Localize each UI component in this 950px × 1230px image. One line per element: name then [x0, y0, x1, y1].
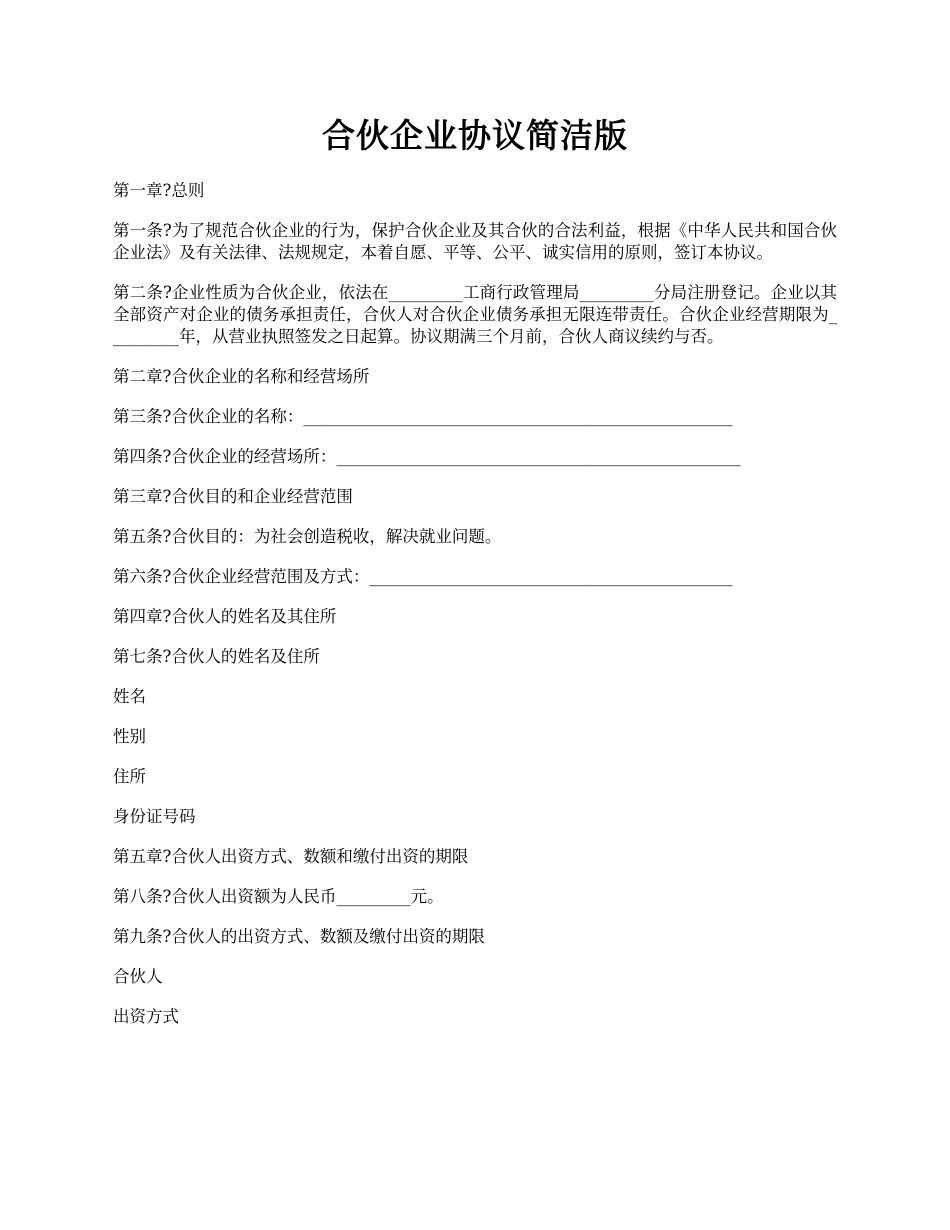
- article-paragraph: 第五条?合伙目的：为社会创造税收，解决就业问题。: [113, 527, 502, 546]
- field-label: 姓名: [113, 687, 146, 706]
- article-paragraph: 第七条?合伙人的姓名及住所: [113, 647, 320, 666]
- chapter-heading: 第五章?合伙人出资方式、数额和缴付出资的期限: [113, 847, 469, 866]
- chapter-heading: 第一章?总则: [113, 181, 205, 200]
- article-paragraph: 第二条?企业性质为合伙企业，依法在_________工商行政管理局_________分局注册登记。企业以其全部资产对企业的债务承担责任，合伙人对合伙企业债务承担无限连带责任。合伙企业经营期限为_________年，从营业执照签发之日起算。协议期满三个月前，合伙人商议续约与否。: [113, 283, 837, 346]
- document-title: 合伙企业协议简洁版: [322, 116, 628, 155]
- chapter-heading: 第四章?合伙人的姓名及其住所: [113, 607, 337, 626]
- article-paragraph: 第六条?合伙企业经营范围及方式：____________________________________________: [113, 567, 733, 586]
- article-paragraph: 第九条?合伙人的出资方式、数额及缴付出资的期限: [113, 927, 485, 946]
- chapter-heading: 第二章?合伙企业的名称和经营场所: [113, 367, 370, 386]
- article-paragraph: 第一条?为了规范合伙企业的行为，保护合伙企业及其合伙的合法利益，根据《中华人民共和国合伙企业法》及有关法律、法规规定，本着自愿、平等、公平、诚实信用的原则，签订本协议。: [113, 221, 837, 262]
- field-label: 合伙人: [113, 967, 163, 986]
- article-paragraph: 第三条?合伙企业的名称：____________________________________________________: [113, 407, 733, 426]
- field-label: 住所: [113, 767, 146, 786]
- field-label: 出资方式: [113, 1007, 179, 1026]
- field-label: 性别: [113, 727, 146, 746]
- article-paragraph: 第四条?合伙企业的经营场所：_________________________________________________: [113, 447, 741, 466]
- article-paragraph: 第八条?合伙人出资额为人民币_________元。: [113, 887, 444, 906]
- field-label: 身份证号码: [113, 807, 196, 826]
- document-body: [113, 180, 837, 1046]
- chapter-heading: 第三章?合伙目的和企业经营范围: [113, 487, 353, 506]
